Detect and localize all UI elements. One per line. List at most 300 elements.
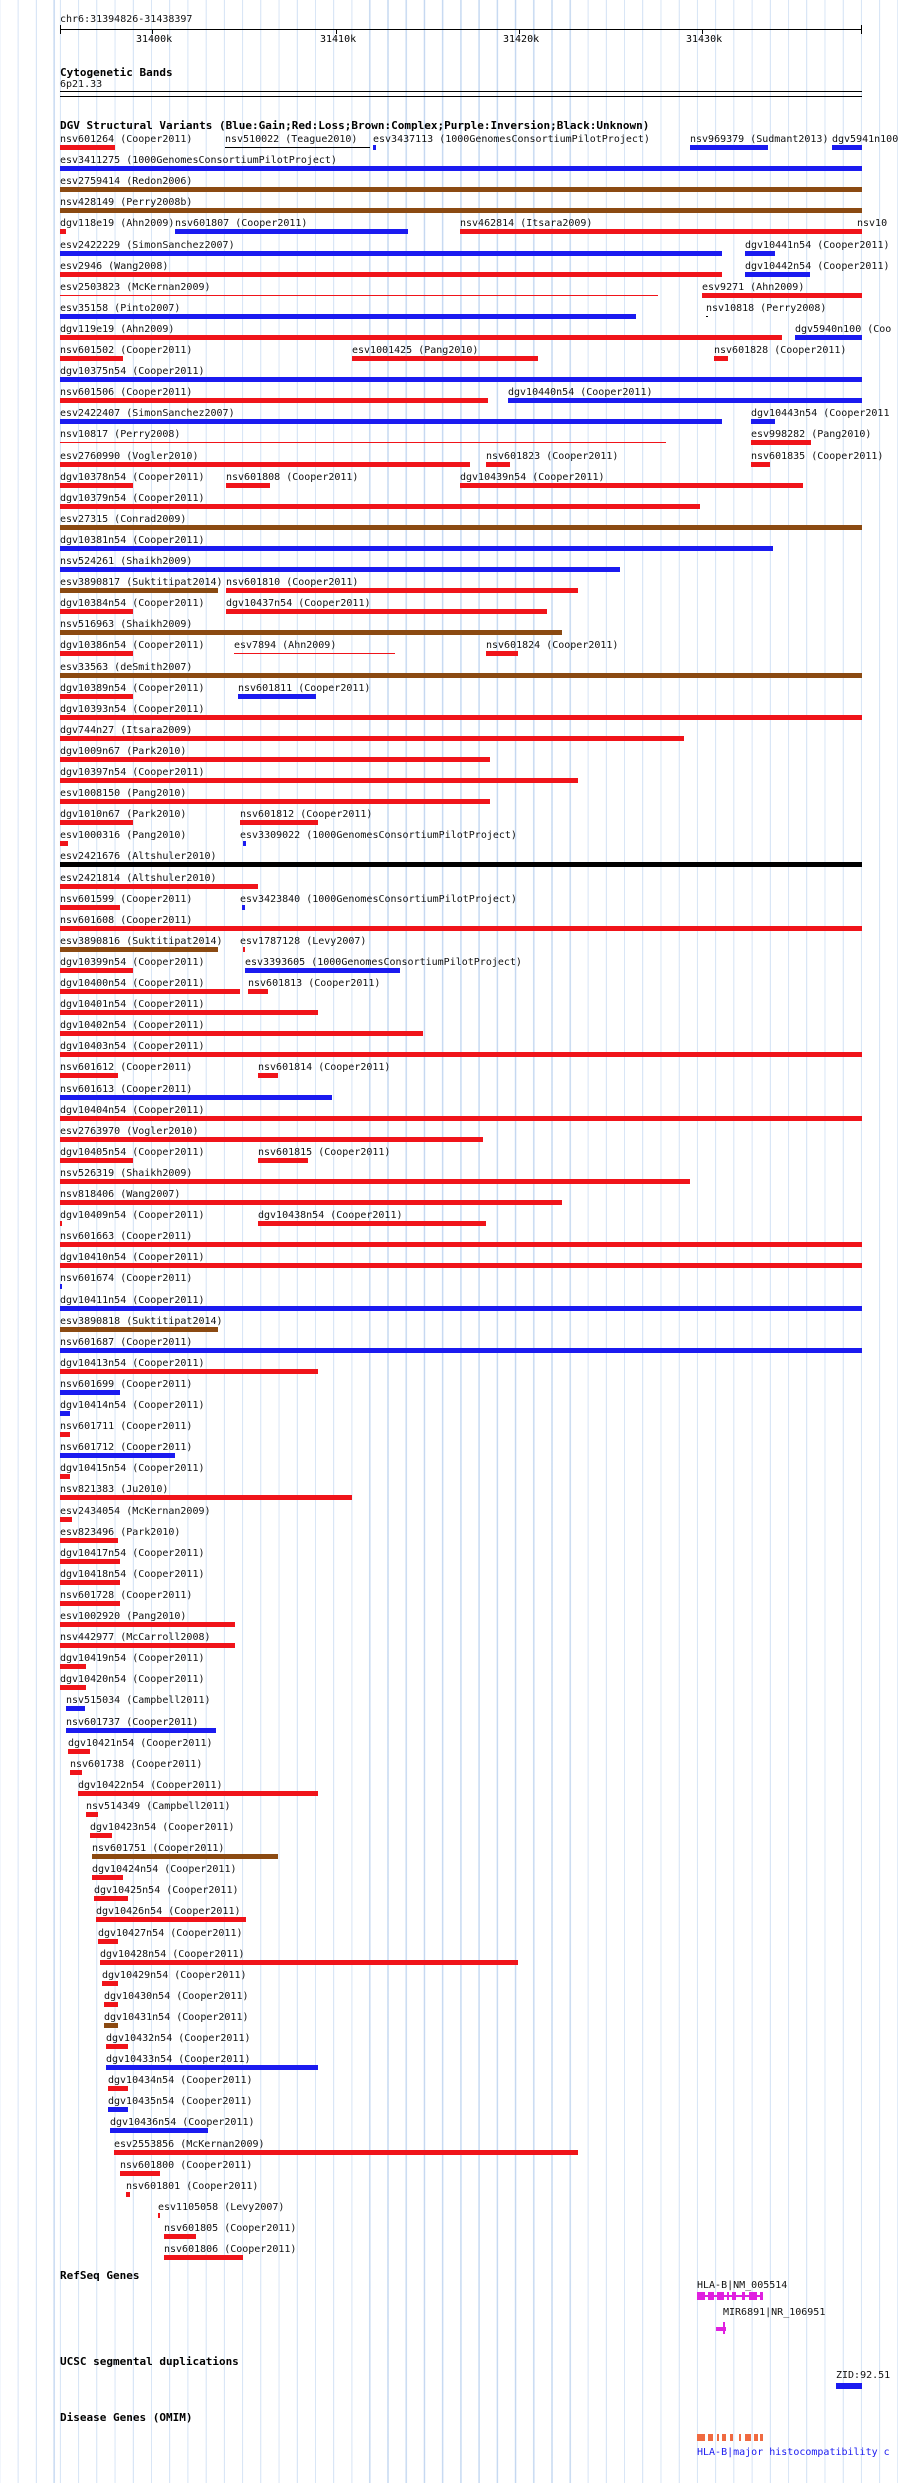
- dgv-variant-label[interactable]: dgv10429n54 (Cooper2011): [102, 1969, 247, 1981]
- dgv-variant-label[interactable]: nsv821383 (Ju2010): [60, 1484, 169, 1496]
- dgv-variant-bar[interactable]: [90, 1833, 112, 1838]
- dgv-variant-bar[interactable]: [258, 1158, 308, 1163]
- cytoband-track-title[interactable]: Cytogenetic Bands: [60, 66, 173, 79]
- dgv-variant-label[interactable]: dgv5940n100 (Coo: [795, 323, 892, 335]
- dgv-variant-label[interactable]: esv1001425 (Pang2010): [352, 345, 479, 356]
- dgv-variant-bar[interactable]: [714, 356, 728, 361]
- dgv-variant-label[interactable]: esv998282 (Pang2010): [751, 429, 872, 441]
- dgv-variant-label[interactable]: esv1000316 (Pang2010): [60, 830, 187, 842]
- dgv-variant-bar[interactable]: [60, 799, 490, 804]
- ruler-tick-label: 31410k: [320, 34, 357, 45]
- dgv-variant-bar[interactable]: [352, 356, 538, 361]
- dgv-variant-label[interactable]: nsv462814 (Itsara2009): [460, 218, 593, 230]
- dgv-variant-label[interactable]: nsv601502 (Cooper2011): [60, 345, 193, 356]
- dgv-variant-bar[interactable]: [60, 419, 722, 424]
- dgv-variant-bar[interactable]: [226, 588, 578, 593]
- dgv-variant-label[interactable]: dgv10439n54 (Cooper2011): [460, 471, 605, 483]
- ruler-start-tick: [60, 25, 61, 34]
- mir6891-marker: [723, 2322, 725, 2334]
- omim-exon[interactable]: [722, 2434, 726, 2441]
- dgv-variant-bar[interactable]: [234, 653, 395, 654]
- omim-track-title[interactable]: Disease Genes (OMIM): [60, 2411, 193, 2424]
- dgv-variant-bar[interactable]: [60, 1137, 483, 1142]
- dgv-variant-label[interactable]: esv2421814 (Altshuler2010): [60, 872, 217, 884]
- dgv-variant-bar[interactable]: [94, 1896, 128, 1901]
- dgv-variant-bar[interactable]: [751, 419, 775, 424]
- dgv-variant-bar[interactable]: [243, 841, 246, 846]
- omim-exon[interactable]: [745, 2434, 751, 2441]
- dgv-variant-label[interactable]: nsv428149 (Perry2008b): [60, 197, 193, 209]
- dgv-variant-bar[interactable]: [60, 947, 218, 952]
- dgv-variant-bar[interactable]: [66, 1706, 85, 1711]
- dgv-variant-bar[interactable]: [60, 1010, 318, 1015]
- dgv-variant-bar[interactable]: [60, 462, 470, 467]
- dgv-variant-bar[interactable]: [108, 2086, 128, 2091]
- dgv-variant-label[interactable]: dgv10434n54 (Cooper2011): [108, 2075, 253, 2087]
- dgv-variant-bar[interactable]: [486, 462, 510, 467]
- dgv-variant-bar[interactable]: [751, 462, 770, 467]
- dgv-variant-label[interactable]: dgv10384n54 (Cooper2011): [60, 598, 205, 610]
- dgv-variant-label[interactable]: dgv10414n54 (Cooper2011): [60, 1400, 205, 1411]
- dgv-variant-bar[interactable]: [60, 504, 700, 509]
- dgv-variant-bar[interactable]: [751, 440, 811, 445]
- dgv-variant-label[interactable]: dgv10438n54 (Cooper2011): [258, 1210, 403, 1222]
- omim-exon[interactable]: [739, 2434, 741, 2441]
- dgv-variant-label[interactable]: nsv601612 (Cooper2011): [60, 1062, 193, 1074]
- dgv-variant-label[interactable]: dgv10421n54 (Cooper2011): [68, 1737, 213, 1749]
- dgv-variant-bar[interactable]: [60, 1158, 133, 1163]
- dgv-variant-bar[interactable]: [690, 145, 768, 150]
- dgv-variant-bar[interactable]: [60, 1073, 118, 1078]
- segdup-label[interactable]: ZID:92.51: [836, 2370, 891, 2381]
- dgv-variant-label[interactable]: dgv10413n54 (Cooper2011): [60, 1357, 205, 1369]
- dgv-variant-label[interactable]: nsv442977 (McCarroll2008): [60, 1632, 211, 1644]
- dgv-variant-bar[interactable]: [104, 2002, 118, 2007]
- dgv-variant-label[interactable]: esv2434054 (McKernan2009): [60, 1505, 211, 1517]
- dgv-variant-label[interactable]: dgv10404n54 (Cooper2011): [60, 1104, 205, 1116]
- dgv-variant-bar[interactable]: [60, 651, 133, 656]
- dgv-variant-label[interactable]: dgv10430n54 (Cooper2011): [104, 1990, 249, 2002]
- dgv-variant-bar[interactable]: [60, 251, 722, 256]
- position-label: chr6:31394826-31438397: [60, 14, 193, 25]
- dgv-variant-label[interactable]: dgv10409n54 (Cooper2011): [60, 1210, 205, 1222]
- dgv-variant-bar[interactable]: [60, 1664, 86, 1669]
- dgv-variant-label[interactable]: dgv10428n54 (Cooper2011): [100, 1948, 245, 1960]
- dgv-variant-label[interactable]: nsv601828 (Cooper2011): [714, 345, 847, 356]
- segdup-bar[interactable]: [836, 2383, 862, 2389]
- dgv-variant-label[interactable]: nsv601613 (Cooper2011): [60, 1083, 193, 1095]
- dgv-variant-bar[interactable]: [120, 2171, 160, 2176]
- dgv-variant-label[interactable]: nsv601599 (Cooper2011): [60, 893, 193, 905]
- cytoband-label: 6p21.33: [60, 79, 103, 90]
- dgv-variant-label[interactable]: dgv10397n54 (Cooper2011): [60, 767, 205, 778]
- dgv-variant-bar[interactable]: [60, 1474, 70, 1479]
- dgv-variant-bar[interactable]: [60, 145, 115, 150]
- dgv-variant-bar[interactable]: [102, 1981, 118, 1986]
- dgv-variant-bar[interactable]: [60, 673, 862, 678]
- dgv-variant-bar[interactable]: [60, 1369, 318, 1374]
- dgv-variant-label[interactable]: dgv10442n54 (Cooper2011): [745, 260, 890, 272]
- dgv-variant-bar[interactable]: [60, 272, 722, 277]
- dgv-variant-label[interactable]: dgv10411n54 (Cooper2011): [60, 1294, 205, 1306]
- dgv-variant-label[interactable]: dgv10418n54 (Cooper2011): [60, 1568, 205, 1580]
- dgv-variant-bar[interactable]: [86, 1812, 98, 1817]
- dgv-variant-label[interactable]: nsv524261 (Shaikh2009): [60, 556, 193, 567]
- dgv-variant-label[interactable]: dgv10425n54 (Cooper2011): [94, 1885, 239, 1897]
- dgv-variant-label[interactable]: nsv601711 (Cooper2011): [60, 1421, 193, 1433]
- dgv-variant-label[interactable]: dgv10415n54 (Cooper2011): [60, 1463, 205, 1475]
- dgv-variant-label[interactable]: dgv10378n54 (Cooper2011): [60, 471, 205, 483]
- dgv-variant-label[interactable]: esv2946 (Wang2008): [60, 260, 169, 272]
- dgv-variant-label[interactable]: nsv601264 (Cooper2011): [60, 134, 193, 145]
- dgv-variant-bar[interactable]: [60, 715, 862, 720]
- dgv-variant-label[interactable]: dgv10375n54 (Cooper2011): [60, 366, 205, 378]
- dgv-variant-label[interactable]: dgv10424n54 (Cooper2011): [92, 1864, 237, 1876]
- dgv-track-title[interactable]: DGV Structural Variants (Blue:Gain;Red:Loss;Brown:Complex;Purple:Inversion;Black:Unknown): [60, 119, 650, 132]
- dgv-variant-bar[interactable]: [106, 2044, 128, 2049]
- omim-exon[interactable]: [708, 2434, 713, 2441]
- dgv-variant-bar[interactable]: [60, 567, 620, 572]
- dgv-variant-bar[interactable]: [158, 2213, 160, 2218]
- dgv-variant-bar[interactable]: [60, 1327, 218, 1332]
- dgv-variant-bar[interactable]: [92, 1854, 278, 1859]
- dgv-variant-bar[interactable]: [60, 736, 684, 741]
- dgv-variant-label[interactable]: esv3309022 (1000GenomesConsortiumPilotProject): [240, 830, 517, 842]
- omim-gene-label[interactable]: HLA-B|major histocompatibility c: [697, 2447, 890, 2458]
- dgv-variant-label[interactable]: esv7894 (Ahn2009): [234, 640, 337, 652]
- dgv-variant-bar[interactable]: [96, 1917, 246, 1922]
- dgv-variant-bar[interactable]: [60, 630, 562, 635]
- dgv-variant-label[interactable]: dgv10431n54 (Cooper2011): [104, 2011, 249, 2023]
- dgv-variant-bar[interactable]: [60, 187, 862, 192]
- dgv-variant-label[interactable]: esv3423840 (1000GenomesConsortiumPilotProject): [240, 893, 517, 905]
- dgv-variant-bar[interactable]: [60, 1495, 352, 1500]
- dgv-variant-label[interactable]: esv3890816 (Suktitipat2014): [60, 935, 223, 947]
- dgv-variant-label[interactable]: esv1002920 (Pang2010): [60, 1611, 187, 1622]
- dgv-variant-label[interactable]: dgv10389n54 (Cooper2011): [60, 682, 205, 694]
- dgv-variant-bar[interactable]: [126, 2192, 130, 2197]
- dgv-variant-bar[interactable]: [60, 884, 258, 889]
- dgv-variant-label[interactable]: nsv601810 (Cooper2011): [226, 577, 359, 589]
- dgv-variant-label[interactable]: nsv601824 (Cooper2011): [486, 640, 619, 652]
- dgv-variant-label[interactable]: dgv10379n54 (Cooper2011): [60, 492, 205, 504]
- dgv-variant-bar[interactable]: [60, 229, 66, 234]
- dgv-variant-label[interactable]: dgv1010n67 (Park2010): [60, 809, 187, 821]
- dgv-variant-bar[interactable]: [98, 1939, 118, 1944]
- omim-exon[interactable]: [697, 2434, 705, 2441]
- dgv-variant-label[interactable]: nsv514349 (Campbell2011): [86, 1800, 231, 1812]
- dgv-variant-bar[interactable]: [60, 525, 862, 530]
- dgv-variant-bar[interactable]: [60, 989, 240, 994]
- dgv-variant-bar[interactable]: [60, 1221, 62, 1226]
- dgv-variant-label[interactable]: esv823496 (Park2010): [60, 1526, 181, 1538]
- dgv-variant-label[interactable]: dgv10401n54 (Cooper2011): [60, 999, 205, 1011]
- dgv-variant-label[interactable]: nsv601808 (Cooper2011): [226, 471, 359, 483]
- dgv-variant-label[interactable]: esv1008150 (Pang2010): [60, 788, 187, 800]
- dgv-variant-bar[interactable]: [248, 989, 268, 994]
- dgv-variant-label[interactable]: nsv969379 (Sudmant2013): [690, 134, 829, 145]
- dgv-variant-label[interactable]: esv2760990 (Vogler2010): [60, 450, 199, 462]
- dgv-variant-bar[interactable]: [226, 609, 547, 614]
- dgv-variant-label[interactable]: nsv601674 (Cooper2011): [60, 1273, 193, 1285]
- dgv-variant-bar[interactable]: [60, 1453, 175, 1458]
- dgv-variant-label[interactable]: dgv10422n54 (Cooper2011): [78, 1779, 223, 1791]
- dgv-variant-bar[interactable]: [60, 1031, 423, 1036]
- dgv-variant-label[interactable]: dgv10400n54 (Cooper2011): [60, 978, 205, 989]
- dgv-variant-label[interactable]: dgv10420n54 (Cooper2011): [60, 1674, 205, 1686]
- dgv-variant-label[interactable]: dgv10386n54 (Cooper2011): [60, 640, 205, 652]
- hla-b-intron-line: [697, 2295, 763, 2297]
- dgv-variant-label[interactable]: esv3393605 (1000GenomesConsortiumPilotProject): [245, 956, 522, 968]
- hla-b-gene-label[interactable]: HLA-B|NM_005514: [697, 2280, 788, 2291]
- dgv-variant-label[interactable]: nsv601806 (Cooper2011): [164, 2244, 297, 2255]
- dgv-variant-bar[interactable]: [795, 335, 862, 340]
- dgv-variant-label[interactable]: nsv601801 (Cooper2011): [126, 2180, 259, 2192]
- dgv-variant-label[interactable]: dgv10441n54 (Cooper2011): [745, 239, 890, 251]
- dgv-variant-bar[interactable]: [104, 2023, 118, 2028]
- dgv-variant-bar[interactable]: [245, 968, 400, 973]
- dgv-variant-label[interactable]: dgv10436n54 (Cooper2011): [110, 2117, 255, 2129]
- dgv-variant-label[interactable]: nsv526319 (Shaikh2009): [60, 1167, 193, 1179]
- dgv-variant-bar[interactable]: [60, 1179, 690, 1184]
- dgv-variant-bar[interactable]: [106, 2065, 318, 2070]
- ruler-tick-label: 31420k: [503, 34, 540, 45]
- dgv-variant-bar[interactable]: [60, 1559, 120, 1564]
- dgv-variant-bar[interactable]: [114, 2150, 578, 2155]
- dgv-variant-label[interactable]: dgv10437n54 (Cooper2011): [226, 598, 371, 610]
- mir6891-gene-label[interactable]: MIR6891|NR_106951: [723, 2307, 826, 2318]
- dgv-variant-label[interactable]: nsv601835 (Cooper2011): [751, 450, 884, 462]
- dgv-variant-label[interactable]: nsv601712 (Cooper2011): [60, 1442, 193, 1454]
- dgv-variant-label[interactable]: nsv515034 (Campbell2011): [66, 1695, 211, 1707]
- dgv-variant-label[interactable]: dgv1009n67 (Park2010): [60, 745, 187, 757]
- dgv-variant-bar[interactable]: [60, 166, 862, 171]
- dgv-variant-bar[interactable]: [60, 588, 218, 593]
- dgv-variant-bar[interactable]: [60, 968, 133, 973]
- dgv-variant-label[interactable]: nsv601823 (Cooper2011): [486, 450, 619, 462]
- dgv-variant-label[interactable]: dgv10435n54 (Cooper2011): [108, 2096, 253, 2108]
- dgv-variant-bar[interactable]: [60, 820, 133, 825]
- segdup-track-title[interactable]: UCSC segmental duplications: [60, 2355, 239, 2368]
- dgv-variant-label[interactable]: dgv10405n54 (Cooper2011): [60, 1146, 205, 1158]
- dgv-variant-bar[interactable]: [60, 1622, 235, 1627]
- dgv-variant-bar[interactable]: [706, 316, 708, 317]
- refseq-track-title[interactable]: RefSeq Genes: [60, 2269, 140, 2282]
- dgv-variant-label[interactable]: dgv10440n54 (Cooper2011): [508, 387, 653, 399]
- dgv-variant-label[interactable]: esv2503823 (McKernan2009): [60, 281, 211, 293]
- dgv-variant-bar[interactable]: [460, 483, 803, 488]
- dgv-variant-label[interactable]: esv3890818 (Suktitipat2014): [60, 1315, 223, 1327]
- ruler-end-tick: [861, 25, 862, 34]
- dgv-variant-label[interactable]: dgv10381n54 (Cooper2011): [60, 534, 205, 546]
- dgv-variant-label[interactable]: esv3411275 (1000GenomesConsortiumPilotProject): [60, 155, 337, 167]
- dgv-variant-bar[interactable]: [60, 1095, 332, 1100]
- dgv-variant-bar[interactable]: [60, 1116, 862, 1121]
- dgv-variant-label[interactable]: dgv10402n54 (Cooper2011): [60, 1020, 205, 1032]
- dgv-variant-bar[interactable]: [100, 1960, 518, 1965]
- dgv-variant-label[interactable]: dgv118e19 (Ahn2009): [60, 218, 175, 230]
- dgv-variant-bar[interactable]: [60, 295, 658, 296]
- dgv-variant-label[interactable]: dgv10432n54 (Cooper2011): [106, 2033, 251, 2044]
- dgv-variant-bar[interactable]: [460, 229, 862, 234]
- dgv-variant-bar[interactable]: [60, 1432, 70, 1437]
- dgv-variant-bar[interactable]: [258, 1073, 278, 1078]
- dgv-variant-bar[interactable]: [60, 546, 773, 551]
- dgv-variant-bar[interactable]: [226, 483, 270, 488]
- dgv-variant-bar[interactable]: [60, 1390, 120, 1395]
- dgv-variant-bar[interactable]: [60, 335, 782, 340]
- dgv-variant-bar[interactable]: [242, 905, 245, 910]
- dgv-variant-bar[interactable]: [60, 1200, 562, 1205]
- dgv-variant-bar[interactable]: [702, 293, 862, 298]
- dgv-variant-bar[interactable]: [60, 1601, 120, 1606]
- dgv-variant-bar[interactable]: [258, 1221, 486, 1226]
- dgv-variant-label[interactable]: esv1787128 (Levy2007): [240, 935, 367, 947]
- dgv-variant-label[interactable]: dgv744n27 (Itsara2009): [60, 724, 193, 736]
- dgv-variant-bar[interactable]: [60, 862, 862, 867]
- dgv-variant-label[interactable]: dgv10443n54 (Cooper2011: [751, 408, 890, 420]
- dgv-variant-label[interactable]: esv3437113 (1000GenomesConsortiumPilotProject): [373, 134, 650, 145]
- dgv-variant-label[interactable]: nsv601663 (Cooper2011): [60, 1231, 193, 1243]
- dgv-variant-bar[interactable]: [60, 1643, 235, 1648]
- dgv-variant-label[interactable]: esv3890817 (Suktitipat2014): [60, 577, 223, 589]
- dgv-variant-label[interactable]: dgv10417n54 (Cooper2011): [60, 1547, 205, 1559]
- dgv-variant-label[interactable]: nsv510022 (Teague2010): [225, 134, 358, 145]
- dgv-variant-bar[interactable]: [60, 841, 68, 846]
- dgv-variant-bar[interactable]: [60, 609, 133, 614]
- dgv-variant-label[interactable]: nsv601751 (Cooper2011): [92, 1843, 225, 1855]
- dgv-variant-bar[interactable]: [60, 314, 636, 319]
- dgv-variant-label[interactable]: esv2421676 (Altshuler2010): [60, 851, 217, 863]
- dgv-variant-bar[interactable]: [60, 694, 133, 699]
- dgv-variant-label[interactable]: esv2422229 (SimonSanchez2007): [60, 239, 235, 251]
- dgv-variant-label[interactable]: nsv601814 (Cooper2011): [258, 1062, 391, 1074]
- dgv-variant-bar[interactable]: [60, 1517, 72, 1522]
- dgv-variant-bar[interactable]: [108, 2107, 128, 2112]
- dgv-variant-bar[interactable]: [832, 145, 862, 150]
- dgv-variant-label[interactable]: esv2759414 (Redon2006): [60, 176, 193, 188]
- omim-exon[interactable]: [717, 2434, 719, 2441]
- dgv-variant-label[interactable]: nsv601805 (Cooper2011): [164, 2222, 297, 2234]
- dgv-variant-bar[interactable]: [60, 757, 490, 762]
- dgv-variant-label[interactable]: nsv601737 (Cooper2011): [66, 1716, 199, 1728]
- dgv-variant-bar[interactable]: [78, 1791, 318, 1796]
- dgv-variant-label[interactable]: esv2763970 (Vogler2010): [60, 1125, 199, 1137]
- dgv-variant-label[interactable]: nsv601687 (Cooper2011): [60, 1336, 193, 1348]
- dgv-variant-bar[interactable]: [745, 272, 810, 277]
- dgv-variant-bar[interactable]: [60, 1685, 86, 1690]
- dgv-variant-bar[interactable]: [60, 778, 578, 783]
- dgv-variant-label[interactable]: dgv119e19 (Ahn2009): [60, 323, 175, 335]
- dgv-variant-label[interactable]: dgv10393n54 (Cooper2011): [60, 703, 205, 715]
- dgv-variant-label[interactable]: dgv10423n54 (Cooper2011): [90, 1822, 235, 1833]
- dgv-variant-bar[interactable]: [60, 1348, 862, 1353]
- dgv-variant-bar[interactable]: [60, 483, 133, 488]
- dgv-variant-label[interactable]: esv2553856 (McKernan2009): [114, 2138, 265, 2150]
- dgv-variant-bar[interactable]: [240, 820, 318, 825]
- dgv-variant-label[interactable]: nsv10: [857, 218, 888, 230]
- dgv-variant-bar[interactable]: [60, 926, 862, 931]
- dgv-variant-bar[interactable]: [238, 694, 316, 699]
- dgv-variant-label[interactable]: nsv601813 (Cooper2011): [248, 978, 381, 989]
- ruler-tick-label: 31430k: [686, 34, 723, 45]
- dgv-variant-bar[interactable]: [60, 1242, 862, 1247]
- dgv-variant-label[interactable]: nsv601728 (Cooper2011): [60, 1589, 193, 1601]
- dgv-variant-label[interactable]: nsv818406 (Wang2007): [60, 1189, 181, 1200]
- dgv-variant-bar[interactable]: [60, 442, 666, 443]
- dgv-variant-bar[interactable]: [225, 147, 370, 148]
- dgv-variant-bar[interactable]: [60, 1052, 862, 1057]
- dgv-variant-bar[interactable]: [60, 398, 488, 403]
- dgv-variant-bar[interactable]: [175, 229, 408, 234]
- dgv-variant-label[interactable]: esv9271 (Ahn2009): [702, 281, 805, 293]
- dgv-variant-label[interactable]: nsv601738 (Cooper2011): [70, 1758, 203, 1770]
- dgv-variant-label[interactable]: dgv10399n54 (Cooper2011): [60, 956, 205, 968]
- omim-exon[interactable]: [754, 2434, 758, 2441]
- dgv-variant-bar[interactable]: [68, 1749, 90, 1754]
- dgv-variant-label[interactable]: nsv601815 (Cooper2011): [258, 1146, 391, 1158]
- dgv-variant-label[interactable]: esv1105058 (Levy2007): [158, 2201, 285, 2213]
- dgv-variant-bar[interactable]: [110, 2128, 208, 2133]
- dgv-variant-bar[interactable]: [60, 1306, 862, 1311]
- omim-exon[interactable]: [760, 2434, 763, 2441]
- dgv-variant-bar[interactable]: [60, 1538, 118, 1543]
- dgv-variant-bar[interactable]: [60, 1284, 62, 1289]
- dgv-variant-bar[interactable]: [70, 1770, 82, 1775]
- dgv-variant-label[interactable]: dgv10419n54 (Cooper2011): [60, 1653, 205, 1665]
- dgv-variant-label[interactable]: nsv601800 (Cooper2011): [120, 2159, 253, 2171]
- dgv-variant-bar[interactable]: [486, 651, 518, 656]
- dgv-variant-bar[interactable]: [60, 905, 120, 910]
- dgv-variant-label[interactable]: nsv601506 (Cooper2011): [60, 387, 193, 399]
- dgv-variant-label[interactable]: nsv601807 (Cooper2011): [175, 218, 308, 230]
- dgv-variant-bar[interactable]: [508, 398, 862, 403]
- dgv-variant-bar[interactable]: [60, 356, 123, 361]
- dgv-variant-bar[interactable]: [66, 1728, 216, 1733]
- dgv-variant-label[interactable]: esv2422407 (SimonSanchez2007): [60, 408, 235, 420]
- omim-exon[interactable]: [730, 2434, 733, 2441]
- dgv-variant-bar[interactable]: [60, 1263, 862, 1268]
- dgv-variant-label[interactable]: dgv5941n100: [832, 134, 898, 145]
- dgv-variant-label[interactable]: esv33563 (deSmith2007): [60, 661, 193, 673]
- dgv-variant-bar[interactable]: [60, 208, 862, 213]
- dgv-variant-label[interactable]: esv27315 (Conrad2009): [60, 513, 187, 525]
- dgv-variant-label[interactable]: nsv10818 (Perry2008): [706, 302, 827, 314]
- dgv-variant-bar[interactable]: [243, 947, 245, 952]
- dgv-variant-bar[interactable]: [164, 2255, 243, 2260]
- dgv-variant-label[interactable]: nsv601699 (Cooper2011): [60, 1378, 193, 1390]
- dgv-variant-label[interactable]: dgv10433n54 (Cooper2011): [106, 2054, 251, 2066]
- dgv-variant-bar[interactable]: [60, 1411, 70, 1416]
- dgv-variant-label[interactable]: nsv601811 (Cooper2011): [238, 682, 371, 694]
- dgv-variant-label[interactable]: dgv10427n54 (Cooper2011): [98, 1927, 243, 1939]
- dgv-variant-bar[interactable]: [745, 251, 775, 256]
- dgv-variant-label[interactable]: esv35158 (Pinto2007): [60, 302, 181, 314]
- dgv-variant-label[interactable]: dgv10403n54 (Cooper2011): [60, 1041, 205, 1053]
- dgv-variant-bar[interactable]: [164, 2234, 196, 2239]
- dgv-variant-bar[interactable]: [373, 145, 376, 150]
- dgv-variant-bar[interactable]: [92, 1875, 123, 1880]
- dgv-variant-label[interactable]: nsv516963 (Shaikh2009): [60, 619, 193, 631]
- dgv-variant-label[interactable]: nsv601608 (Cooper2011): [60, 914, 193, 926]
- dgv-variant-bar[interactable]: [60, 377, 862, 382]
- dgv-variant-label[interactable]: nsv601812 (Cooper2011): [240, 809, 373, 821]
- dgv-variant-label[interactable]: dgv10426n54 (Cooper2011): [96, 1906, 241, 1918]
- cytoband-bottom-line: [60, 96, 862, 97]
- dgv-variant-bar[interactable]: [60, 1580, 120, 1585]
- dgv-variant-label[interactable]: dgv10410n54 (Cooper2011): [60, 1252, 205, 1264]
- dgv-variant-label[interactable]: nsv10817 (Perry2008): [60, 429, 181, 441]
